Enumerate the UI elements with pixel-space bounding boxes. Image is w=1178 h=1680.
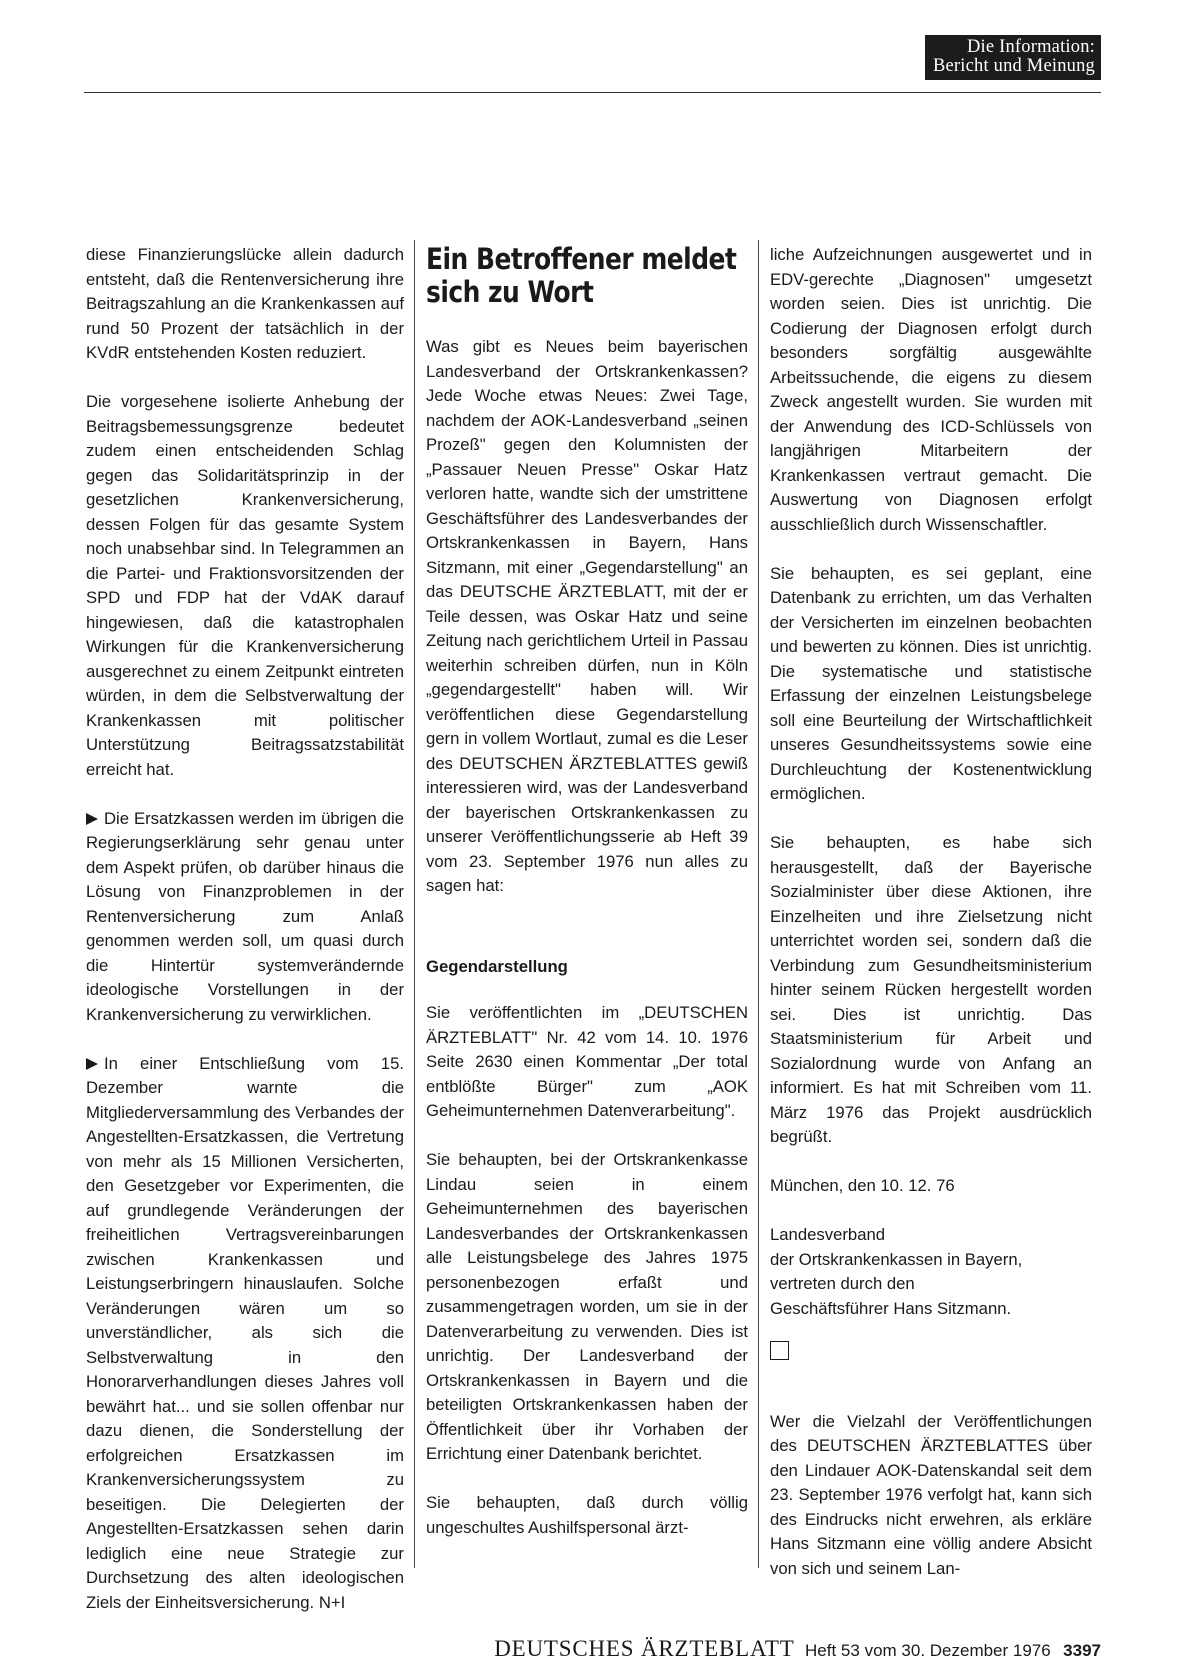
col3-paragraph-2: Sie behaupten, es sei geplant, eine Datenbank zu errichten, um das Verhalten der Versicherten im einzelnen beobachten und bewerten zu können. Dies ist unrichtig. Die systematische und statistische Erfassung der einzelnen Leistungsbelege soll eine Beurteilung der Wirtschaftlichkeit unseres Gesundheitssystems sowie eine Durchleuchtung der Kostenentwicklung ermöglichen. — [770, 563, 1092, 803]
col3-paragraph-4: Wer die Vielzahl der Veröffentlichungen des DEUTSCHEN ÄRZTEBLATTES über den Lindauer AOK-Datenskandal seit dem 23. September 1976 verfolgt hat, kann sich des Eindrucks nicht erwehren, als erkläre Hans Sitzmann eine völlig andere Absicht von sich und seinem Lan- — [770, 1411, 1092, 1578]
page-number: 3397 — [1063, 1641, 1101, 1660]
signature-line-2: der Ortskrankenkassen in Bayern, — [770, 1249, 1023, 1269]
author-initials: N+I — [318, 1592, 346, 1612]
column-2 — [426, 243, 748, 1540]
column-3 — [770, 243, 1092, 1581]
section-label — [925, 35, 1101, 80]
col1-paragraph-4-text: In einer Entschließung vom 15. Dezember warnte die Mitgliederversammlung des Verbandes der Angestellten-Ersatzkassen, die Vertretung von mehr als 15 Millionen Versicherten, den Gesetzgeber vor Experimenten, die auf grundlegende Veränderungen der freiheitlichen Vertragsvereinbarungen zwischen Krankenkassen und Leistungserbringern hinauslaufen. Solche Veränderungen wären um so unverständlicher, als sich die Selbstverwaltung in den Honorarverhandlungen dieses Jahres voll bewährt hat... und sie sollen offenbar nur dazu dienen, die Sonderstellung der erfolgreichen Ersatzkassen im Krankenversicherungssystem zu beseitigen. Die Delegierten der Angestellten-Ersatzkassen sehen darin lediglich eine neue Strategie zur Durchsetzung des alten ideologischen Ziels der Einheitsversicherung. — [86, 1053, 404, 1612]
column-1 — [86, 243, 404, 1615]
triangle-bullet-icon — [86, 1058, 98, 1070]
col2-paragraph-2: Sie veröffentlichten im „DEUTSCHEN ÄRZTEBLATT" Nr. 42 vom 14. 10. 1976 Seite 2630 einen Kommentar „Der total entblößte Bürger" zum „AOK Geheimunternehmen Datenverarbeitung". — [426, 1003, 748, 1120]
col2-paragraph-4: Sie behaupten, daß durch völlig ungeschultes Aushilfspersonal ärzt- — [426, 1493, 748, 1537]
col1-paragraph-2: Die vorgesehene isolierte Anhebung der Beitragsbemessungsgrenze bedeutet zudem einen entscheidenden Schlag gegen das Solidaritätsprinzip in der gesetzlichen Krankenversicherung, dessen Folgen für das gesamte System noch unabsehbar sind. In Telegrammen an die Partei- und Fraktionsvorsitzenden der SPD und FDP hat der VdAK darauf hingewiesen, daß die katastrophalen Wirkungen für die Krankenversicherung ausgerechnet zu einem Zeitpunkt eintreten würden, in dem die Selbstverwaltung der Krankenkassen mit politischer Unterstützung Beitragssatzstabilität erreicht hat. — [86, 392, 404, 779]
page-footer — [0, 1636, 1101, 1662]
signature-line-4: Geschäftsführer Hans Sitzmann. — [770, 1298, 1012, 1318]
triangle-bullet-icon — [86, 813, 98, 825]
signature-block — [770, 1223, 1092, 1321]
col1-paragraph-4 — [86, 1052, 404, 1616]
place-and-date: München, den 10. 12. 76 — [770, 1176, 955, 1195]
end-of-text-box-icon — [770, 1341, 789, 1360]
col1-paragraph-3 — [86, 807, 404, 1028]
signature-line-1: Landesverband — [770, 1225, 886, 1244]
col2-intro: Was gibt es Neues beim bayerischen Landesverband der Ortskrankenkassen? Jede Woche etwas Neues: Zwei Tage, nachdem der AOK-Landesverband „seinen Prozeß" gegen den Kolumnisten der „Passauer Neuen Presse" Oskar Hatz verloren hatte, wandte sich der umstrittene Geschäftsführer des Landesverbandes der Ortskrankenkassen in Bayern, Hans Sitzmann, mit einer „Gegendarstellung" an das DEUTSCHE ÄRZTEBLATT, mit der er Teile dessen, was Oskar Hatz und seine Zeitung nach gerichtlichem Urteil in Passau weiterhin schreiben dürfen, nun in Köln „gegendargestellt" haben will. Wir veröffentlichen diese Gegendarstellung gern in vollem Wortlaut, zumal es die Leser des DEUTSCHEN ÄRZTEBLATTES gewiß interessieren wird, was der Landesverband der bayerischen Ortskrankenkassen zu unserer Veröffentlichungsserie ab Heft 39 vom 23. September 1976 nun alles zu sagen hat: — [426, 337, 748, 895]
section-label-line2: Bericht und Meinung — [932, 56, 1095, 76]
col2-paragraph-3: Sie behaupten, bei der Ortskrankenkasse Lindau seien in einem Geheimunternehmen des bayerischen Landesverbandes der Ortskrankenkassen alle Leistungsbelege des Jahres 1975 personenbezogen erfaßt und zusammengetragen worden, um sie in der Datenverarbeitung zu verwenden. Dies ist unrichtig. Der Landesverband der Ortskrankenkassen in Bayern und die beteiligten Ortskrankenkassen haben der Öffentlichkeit über ihr Vorhaben der Errichtung einer Datenbank berichtet. — [426, 1150, 748, 1463]
issue-info: Heft 53 vom 30. Dezember 1976 — [805, 1641, 1051, 1660]
signature-line-3: vertreten durch den — [770, 1274, 915, 1293]
column-divider-1 — [414, 240, 415, 1568]
subheading-gegendarstellung: Gegendarstellung — [426, 956, 568, 976]
col1-paragraph-1: diese Finanzierungslücke allein dadurch entsteht, daß die Rentenversicherung ihre Beitragszahlung an die Krankenkassen auf rund 50 Prozent der tatsächlich in der KVdR entstehenden Kosten reduziert. — [86, 245, 404, 362]
article-headline: Ein Betroffener meldet sich zu Wort — [426, 242, 737, 309]
column-divider-2 — [758, 240, 759, 1568]
col3-paragraph-3: Sie behaupten, es habe sich herausgestellt, daß der Bayerische Sozialminister über diese Aktionen, ihre Einzelheiten und ihre Zielsetzung nicht unterrichtet worden sei, sondern daß die Verbindung zum Gesundheitsministerium hinter seinem Rücken hergestellt worden sei. Dies ist unrichtig. Das Staatsministerium für Arbeit und Sozialordnung wurde von Anfang an informiert. Es hat mit Schreiben vom 11. März 1976 das Projekt ausdrücklich begrüßt. — [770, 833, 1092, 1146]
col1-paragraph-3-text: Die Ersatzkassen werden im übrigen die Regierungserklärung sehr genau unter dem Aspekt prüfen, ob darüber hinaus die Lösung von Finanzproblemen in der Rentenversicherung zum Anlaß genommen werden soll, um quasi durch die Hintertür systemverändernde ideologische Vorstellungen in der Krankenversicherung zu verwirklichen. — [86, 808, 404, 1024]
header-rule — [84, 92, 1101, 93]
section-label-line1: Die Information: — [966, 37, 1095, 57]
masthead: DEUTSCHES ÄRZTEBLATT — [494, 1636, 795, 1661]
col3-paragraph-1: liche Aufzeichnungen ausgewertet und in EDV-gerechte „Diagnosen" umgesetzt worden seien. Dies ist unrichtig. Die Codierung der Diagnosen erfolgt durch besonders sorgfältig ausgewählte Arbeitssuchende, die eigens zu diesem Zweck angestellt wurden. Sie wurden mit der Anwendung des ICD-Schlüssels von langjährigen Mitarbeitern der Krankenkassen vertraut gemacht. Die Auswertung von Diagnosen erfolgt ausschließlich durch Wissenschaftler. — [770, 245, 1092, 534]
